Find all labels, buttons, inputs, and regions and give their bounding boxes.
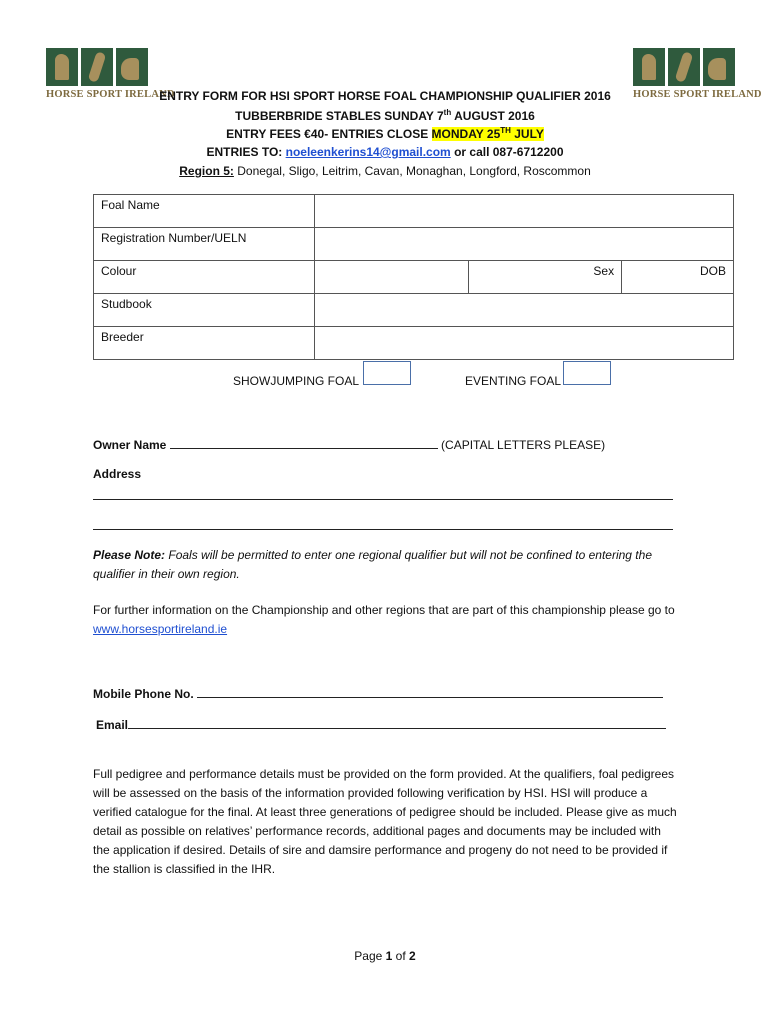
dob-field[interactable] (622, 261, 733, 293)
breeder-label: Breeder (94, 327, 315, 360)
horse-head-icon (633, 48, 665, 86)
horse-leg-icon (668, 48, 700, 86)
mobile-label: Mobile Phone No. (93, 687, 194, 701)
logo-brand-text: HORSE SPORT IRELAND (633, 89, 762, 100)
foal-name-field[interactable] (315, 195, 734, 228)
showjumping-label: SHOWJUMPING FOAL (233, 374, 360, 388)
horse-head-icon (46, 48, 78, 86)
region-line: Region 5: Donegal, Sligo, Leitrim, Cavan, Monaghan, Longford, Roscommon (179, 164, 591, 178)
horse-leg-icon (81, 48, 113, 86)
please-note-label: Please Note: (93, 548, 166, 562)
please-note-paragraph: Please Note: Foals will be permitted to enter one regional qualifier but will not be confined to entering the qualifier in their own region. (93, 548, 652, 581)
sex-field[interactable] (469, 261, 622, 293)
table-row (94, 195, 734, 228)
page-number: Page 1 of 2 (354, 949, 416, 963)
logo-tiles (46, 48, 150, 86)
dob-label: DOB (699, 264, 726, 278)
studbook-field[interactable] (315, 294, 734, 327)
address-line-1[interactable] (93, 499, 673, 500)
foal-details-table (93, 194, 734, 360)
eventing-checkbox[interactable] (563, 361, 611, 385)
form-title: ENTRY FORM FOR HSI SPORT HORSE FOAL CHAMPIONSHIP QUALIFIER 2016 (159, 89, 611, 103)
sex-label: Sex (593, 264, 615, 278)
horse-rider-icon (703, 48, 735, 86)
table-row (94, 261, 734, 294)
registration-field[interactable] (315, 228, 734, 261)
owner-name-label: Owner Name (93, 438, 167, 452)
logo-brand-text: HORSE SPORT IRELAND (46, 89, 175, 100)
region-label: Region 5: (179, 164, 234, 178)
colour-field[interactable] (315, 261, 469, 293)
table-row (94, 294, 734, 327)
mobile-row (93, 686, 663, 701)
further-info-paragraph: For further information on the Championship and other regions that are part of this championship please go to www.horsesportireland.ie (93, 603, 675, 636)
logo-tiles (633, 48, 737, 86)
email-field[interactable] (128, 717, 666, 729)
table-row (94, 228, 734, 261)
pedigree-paragraph: Full pedigree and performance details must be provided on the form provided. At the qualifiers, foal pedigrees will be assessed on the basis of the information provided following verification by HSI. HSI will produce a verified catalogue for the final. At least three generations of pedigree should be included. Please give as much detail as possible on relatives’ performance records, additional pages and documents may be included with the application if desired. Details of sire and damsire performance and progeny do not need to be provided if the stallion is classified in the IHR. (93, 767, 677, 876)
studbook-label: Studbook (94, 294, 315, 327)
registration-label: Registration Number/UELN (94, 228, 315, 261)
foal-name-label: Foal Name (94, 195, 315, 228)
horse-rider-icon (116, 48, 148, 86)
owner-name-note: (CAPITAL LETTERS PLEASE) (437, 438, 606, 452)
mobile-field[interactable] (197, 686, 663, 698)
closing-date-highlight: MONDAY 25TH JULY (431, 126, 544, 141)
entries-contact-line: ENTRIES TO: noeleenkerins14@gmail.com or call 087-6712200 (206, 145, 564, 159)
entry-fees-line: ENTRY FEES €40- ENTRIES CLOSE MONDAY 25TH JULY (226, 126, 544, 141)
colour-sex-cells (315, 261, 734, 294)
address-label: Address (93, 467, 142, 481)
breeder-field[interactable] (315, 327, 734, 360)
hsi-website-link[interactable]: www.horsesportireland.ie (93, 622, 228, 636)
address-line-2[interactable] (93, 529, 673, 530)
table-row (94, 327, 734, 360)
event-venue-date: TUBBERBRIDE STABLES SUNDAY 7th AUGUST 2016 (235, 108, 535, 123)
eventing-label: EVENTING FOAL (465, 374, 562, 388)
colour-label: Colour (94, 261, 315, 294)
showjumping-checkbox[interactable] (363, 361, 411, 385)
owner-name-row (93, 437, 605, 452)
email-row (96, 717, 666, 732)
entries-email-link[interactable]: noeleenkerins14@gmail.com (285, 145, 451, 159)
email-label: Email (96, 718, 129, 732)
owner-name-field[interactable] (170, 437, 438, 449)
